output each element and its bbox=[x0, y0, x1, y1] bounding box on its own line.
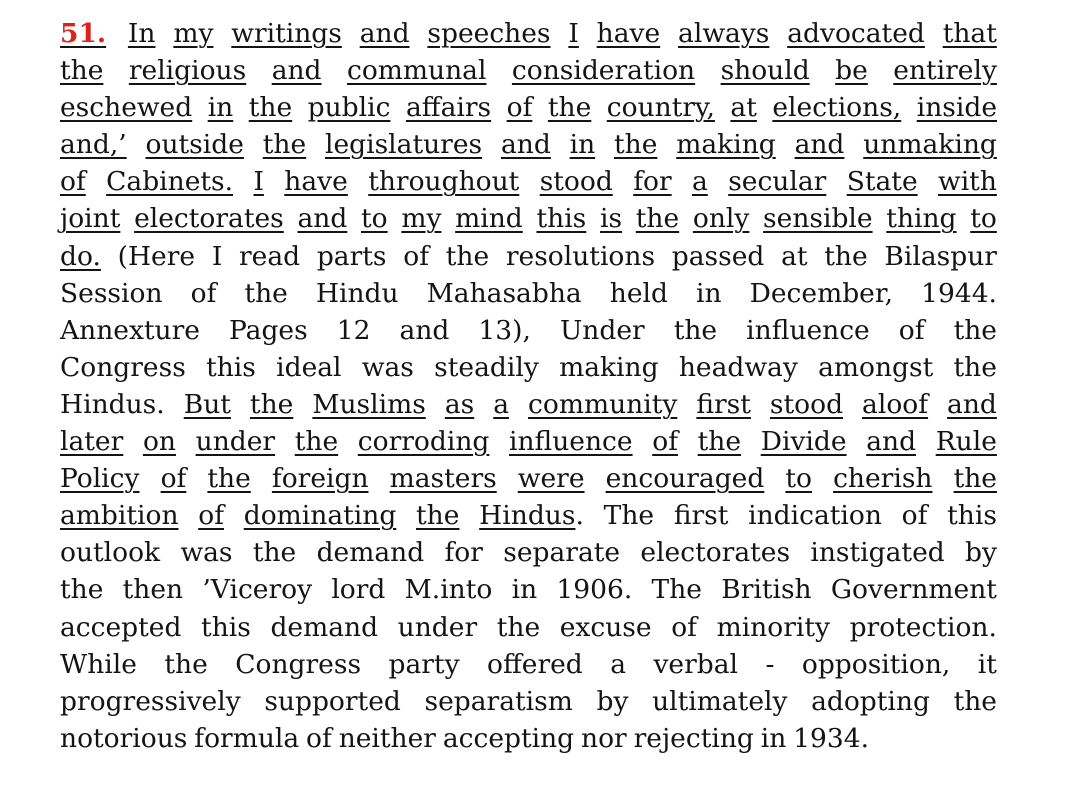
text-segment: offered bbox=[486, 648, 583, 680]
text-segment: on bbox=[142, 426, 176, 458]
text-line bbox=[60, 646, 997, 683]
text-segment: the bbox=[164, 648, 208, 680]
text-segment: the bbox=[673, 314, 718, 346]
text-segment: I bbox=[211, 240, 223, 272]
text-line bbox=[60, 571, 997, 608]
text-segment: of bbox=[60, 166, 86, 198]
text-segment: the bbox=[416, 500, 460, 532]
text-segment: adopting bbox=[811, 685, 930, 717]
text-segment: neither bbox=[338, 722, 436, 754]
text-segment: consideration bbox=[511, 55, 696, 87]
text-segment: ambition bbox=[60, 500, 179, 532]
text-segment: Hindus. bbox=[60, 388, 165, 420]
text-segment: to bbox=[785, 463, 812, 495]
text-segment: ultimately bbox=[652, 685, 788, 717]
text-segment: resolutions bbox=[505, 240, 656, 272]
text-segment: Congress bbox=[235, 648, 362, 680]
text-segment: country, bbox=[606, 92, 715, 124]
text-segment: Congress bbox=[60, 351, 186, 383]
text-segment: instigated bbox=[810, 537, 945, 569]
text-line bbox=[60, 720, 997, 757]
text-segment: accepting bbox=[442, 722, 575, 754]
text-segment: stood bbox=[769, 388, 844, 420]
text-segment: for bbox=[633, 166, 672, 198]
text-segment: supported bbox=[264, 685, 401, 717]
text-segment: the bbox=[496, 611, 541, 643]
text-segment: a bbox=[493, 388, 510, 420]
text-segment: Session bbox=[60, 277, 163, 309]
text-segment: Pages bbox=[229, 314, 308, 346]
text-segment: verbal bbox=[653, 648, 739, 680]
text-segment: parts bbox=[316, 240, 387, 272]
text-segment: Divide bbox=[760, 426, 847, 458]
text-segment: joint bbox=[60, 203, 121, 235]
text-segment: (Here bbox=[117, 240, 196, 272]
text-segment: the bbox=[294, 426, 339, 458]
text-segment: ’Viceroy bbox=[202, 574, 313, 606]
text-segment: Annexture bbox=[60, 314, 200, 346]
text-segment: Cabinets. bbox=[106, 166, 234, 198]
text-segment: under bbox=[397, 611, 478, 643]
text-segment: affairs bbox=[405, 92, 492, 124]
text-segment: British bbox=[721, 574, 812, 606]
text-segment: this bbox=[536, 203, 587, 235]
text-segment: at bbox=[781, 240, 808, 272]
document-page bbox=[60, 15, 997, 757]
paragraph-51 bbox=[60, 15, 997, 757]
text-line bbox=[60, 126, 997, 163]
text-line bbox=[60, 460, 997, 497]
text-segment: corroding bbox=[357, 426, 490, 458]
text-segment: accepted bbox=[60, 611, 182, 643]
text-segment: 1906. bbox=[556, 574, 633, 606]
text-segment: legislatures bbox=[324, 129, 483, 161]
text-segment: Rule bbox=[935, 426, 997, 458]
text-line bbox=[60, 423, 997, 460]
text-segment: demand bbox=[316, 537, 425, 569]
text-line bbox=[60, 386, 997, 423]
text-segment: inside bbox=[916, 92, 997, 124]
text-segment: this bbox=[947, 500, 997, 532]
text-segment: minority bbox=[716, 611, 830, 643]
text-segment: the bbox=[252, 537, 297, 569]
text-segment: encouraged bbox=[605, 463, 765, 495]
text-segment: throughout bbox=[368, 166, 520, 198]
text-segment: of bbox=[901, 500, 928, 532]
text-segment: in bbox=[207, 92, 234, 124]
text-segment: should bbox=[720, 55, 810, 87]
text-segment: is bbox=[599, 203, 623, 235]
text-segment: writings bbox=[231, 18, 342, 49]
text-segment: advocated bbox=[787, 18, 925, 49]
text-segment: always bbox=[678, 18, 770, 49]
text-segment: cherish bbox=[833, 463, 933, 495]
text-segment: rejecting bbox=[633, 722, 754, 754]
text-segment: making bbox=[676, 129, 776, 161]
text-segment: Policy bbox=[60, 463, 140, 495]
text-line bbox=[60, 349, 997, 386]
text-segment: demand bbox=[270, 611, 379, 643]
text-line bbox=[60, 15, 997, 52]
text-segment: The bbox=[603, 500, 655, 532]
text-segment: party bbox=[388, 648, 460, 680]
text-segment: the bbox=[953, 351, 997, 383]
text-segment: of bbox=[160, 463, 187, 495]
text-segment: in bbox=[511, 574, 538, 606]
text-segment: and bbox=[947, 388, 997, 420]
text-segment: electorates bbox=[134, 203, 284, 235]
text-segment: separatism bbox=[424, 685, 573, 717]
text-segment: the bbox=[248, 92, 293, 124]
text-segment: The bbox=[651, 574, 702, 606]
text-line bbox=[60, 683, 997, 720]
paragraph-number: 51. bbox=[60, 18, 107, 49]
text-segment: first bbox=[696, 388, 751, 420]
text-segment: the bbox=[614, 129, 658, 161]
text-segment: speeches bbox=[427, 18, 551, 49]
text-line bbox=[60, 497, 997, 534]
text-segment: steadily bbox=[434, 351, 539, 383]
text-segment: Mahasabha bbox=[426, 277, 582, 309]
text-segment: ideal bbox=[276, 351, 342, 383]
text-segment: religious bbox=[128, 55, 247, 87]
text-segment: was bbox=[361, 351, 414, 383]
text-segment: amongst bbox=[818, 351, 934, 383]
text-segment: M.into bbox=[404, 574, 493, 606]
text-segment: as bbox=[444, 388, 475, 420]
text-segment: of bbox=[198, 500, 225, 532]
text-segment: and bbox=[297, 203, 348, 235]
text-segment: a bbox=[692, 166, 708, 198]
text-segment: in bbox=[760, 722, 787, 754]
text-segment: sensible bbox=[763, 203, 873, 235]
text-segment: by bbox=[596, 685, 629, 717]
text-segment: progressively bbox=[60, 685, 241, 717]
text-segment: headway bbox=[678, 351, 798, 383]
text-segment: and,’ bbox=[60, 129, 127, 161]
text-segment: of bbox=[306, 722, 332, 754]
text-line bbox=[60, 275, 997, 312]
text-segment: Under bbox=[559, 314, 645, 346]
text-segment: do. bbox=[60, 240, 101, 272]
text-segment: under bbox=[195, 426, 276, 458]
text-segment: of bbox=[671, 611, 697, 643]
text-segment: notorious bbox=[60, 722, 188, 754]
text-segment: the bbox=[697, 426, 742, 458]
text-segment: entirely bbox=[893, 55, 997, 87]
text-segment: influence bbox=[746, 314, 870, 346]
text-segment: it bbox=[977, 648, 997, 680]
text-segment: outside bbox=[145, 129, 244, 161]
text-segment: at bbox=[730, 92, 757, 124]
text-segment: secular bbox=[728, 166, 827, 198]
text-segment: first bbox=[673, 500, 729, 532]
text-segment: and bbox=[271, 55, 322, 87]
text-segment: separate bbox=[503, 537, 621, 569]
text-segment: Hindus. bbox=[479, 500, 584, 532]
text-segment: In bbox=[127, 18, 156, 49]
text-segment: stood bbox=[539, 166, 613, 198]
text-segment: be bbox=[835, 55, 868, 87]
text-segment: Bilaspur bbox=[884, 240, 997, 272]
text-segment: my bbox=[401, 203, 442, 235]
text-segment: State bbox=[846, 166, 918, 198]
text-segment: community bbox=[528, 388, 678, 420]
text-segment: was bbox=[180, 537, 233, 569]
text-segment: the bbox=[249, 388, 294, 420]
text-segment: protection. bbox=[849, 611, 997, 643]
text-segment: in bbox=[696, 277, 722, 309]
text-segment: thing bbox=[886, 203, 957, 235]
text-segment: excuse bbox=[559, 611, 652, 643]
text-segment: elections, bbox=[772, 92, 902, 124]
text-segment: this bbox=[206, 351, 256, 383]
text-segment: influence bbox=[509, 426, 633, 458]
text-segment: 12 bbox=[336, 314, 371, 346]
text-segment: and bbox=[500, 129, 551, 161]
text-segment: While bbox=[60, 648, 137, 680]
text-segment: Hindu bbox=[315, 277, 399, 309]
text-segment: aloof bbox=[862, 388, 929, 420]
text-segment: indication bbox=[748, 500, 882, 532]
text-segment: the bbox=[953, 314, 997, 346]
text-segment: this bbox=[201, 611, 251, 643]
text-line bbox=[60, 52, 997, 89]
text-segment: Muslims bbox=[312, 388, 426, 420]
text-segment: outlook bbox=[60, 537, 161, 569]
text-segment: making bbox=[559, 351, 659, 383]
text-line bbox=[60, 163, 997, 200]
text-segment: I bbox=[253, 166, 264, 198]
text-line bbox=[60, 200, 997, 237]
text-segment: electorates bbox=[640, 537, 791, 569]
text-segment: nor bbox=[581, 722, 627, 754]
text-segment: the bbox=[635, 203, 680, 235]
text-line bbox=[60, 312, 997, 349]
text-segment: I bbox=[568, 18, 579, 49]
text-segment: opposition, bbox=[801, 648, 951, 680]
text-segment: held bbox=[609, 277, 668, 309]
text-segment: then bbox=[122, 574, 184, 606]
text-segment: 13), bbox=[478, 314, 531, 346]
text-segment: and bbox=[794, 129, 845, 161]
text-segment: public bbox=[307, 92, 391, 124]
text-segment: my bbox=[173, 18, 214, 49]
text-segment: that bbox=[942, 18, 997, 49]
text-segment: for bbox=[444, 537, 483, 569]
text-segment: of bbox=[652, 426, 678, 458]
text-segment: - bbox=[765, 648, 775, 680]
text-segment: the bbox=[60, 55, 104, 87]
text-segment: of bbox=[506, 92, 533, 124]
text-segment: a bbox=[610, 648, 627, 680]
text-segment: and bbox=[359, 18, 410, 49]
text-segment: read bbox=[239, 240, 301, 272]
text-line bbox=[60, 609, 997, 646]
text-segment: have bbox=[284, 166, 348, 198]
text-segment: and bbox=[399, 314, 450, 346]
text-segment: to bbox=[970, 203, 997, 235]
text-segment: with bbox=[938, 166, 997, 198]
text-segment: were bbox=[517, 463, 585, 495]
text-segment: December, bbox=[749, 277, 894, 309]
text-segment: of bbox=[898, 314, 925, 346]
text-line bbox=[60, 89, 997, 126]
text-segment: the bbox=[445, 240, 490, 272]
text-segment: the bbox=[262, 129, 307, 161]
text-segment: to bbox=[361, 203, 388, 235]
text-segment: the bbox=[824, 240, 868, 272]
text-segment: the bbox=[547, 92, 592, 124]
text-segment: But bbox=[183, 388, 231, 420]
text-segment: the bbox=[207, 463, 251, 495]
text-segment: passed bbox=[671, 240, 765, 272]
text-segment: of bbox=[190, 277, 217, 309]
text-segment: by bbox=[965, 537, 997, 569]
text-segment: the bbox=[953, 463, 997, 495]
text-segment: 1934. bbox=[793, 722, 870, 754]
text-segment: dominating bbox=[243, 500, 397, 532]
text-segment: the bbox=[60, 574, 104, 606]
text-line bbox=[60, 534, 997, 571]
text-segment: of bbox=[403, 240, 430, 272]
text-segment: only bbox=[692, 203, 750, 235]
text-segment: masters bbox=[389, 463, 497, 495]
text-segment: eschewed bbox=[60, 92, 193, 124]
text-segment: the bbox=[953, 685, 997, 717]
text-segment: foreign bbox=[271, 463, 369, 495]
text-segment: Government bbox=[830, 574, 997, 606]
text-segment: later bbox=[60, 426, 124, 458]
text-segment: in bbox=[569, 129, 596, 161]
text-segment: the bbox=[244, 277, 288, 309]
text-segment: mind bbox=[455, 203, 523, 235]
text-segment: communal bbox=[346, 55, 487, 87]
text-segment: formula bbox=[194, 722, 300, 754]
text-segment: have bbox=[596, 18, 661, 49]
text-line bbox=[60, 238, 997, 275]
text-segment: lord bbox=[331, 574, 386, 606]
text-segment: 1944. bbox=[921, 277, 997, 309]
text-segment: and bbox=[866, 426, 917, 458]
text-segment: unmaking bbox=[863, 129, 997, 161]
